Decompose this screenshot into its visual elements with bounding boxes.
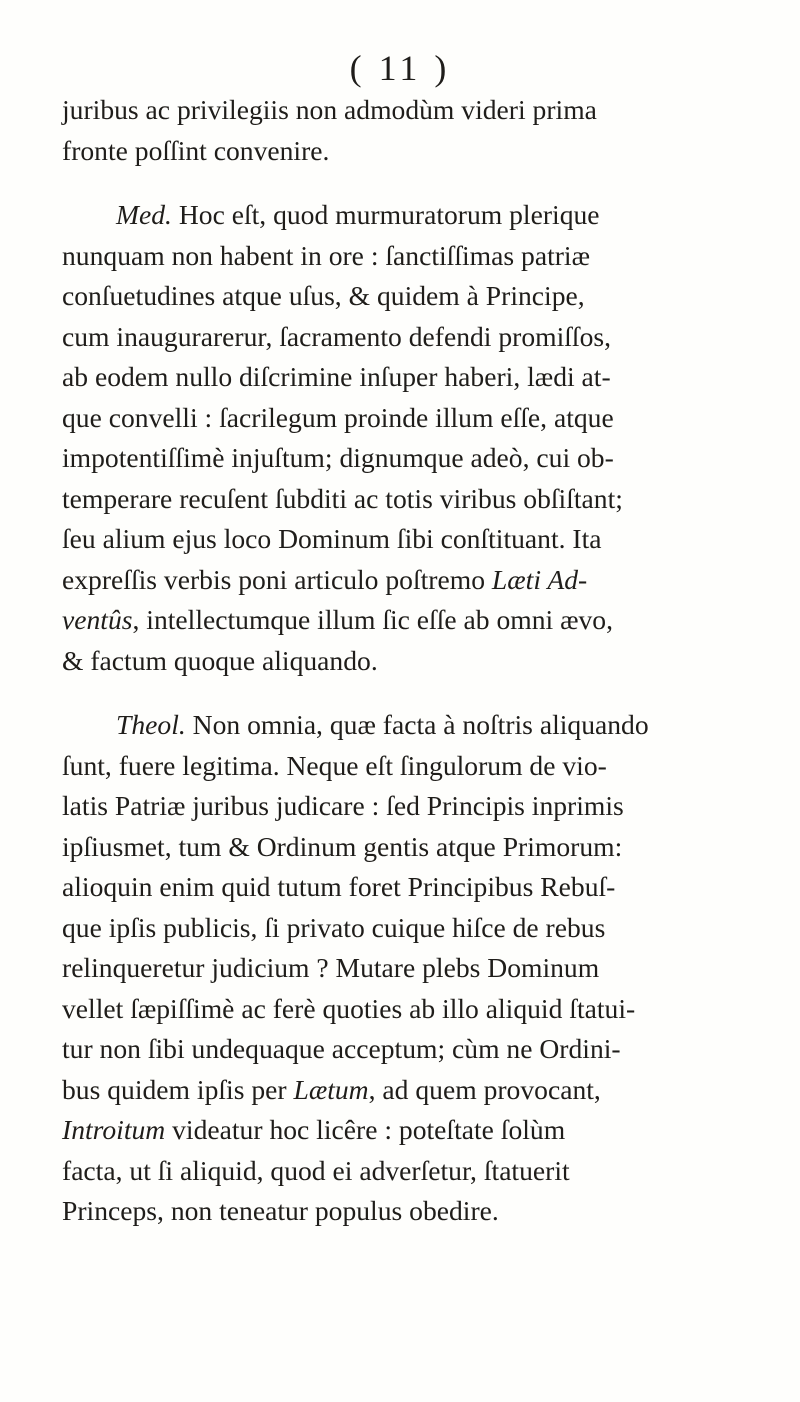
speaker-label-med: Med. [116, 199, 172, 230]
text-line: que ipſis publicis, ſi privato cuique hiſce de rebus [62, 911, 606, 943]
text-line: ventûs, intellectumque illum ſic eſſe ab omni ævo, [62, 604, 613, 635]
text-line: alioquin enim quid tutum foret Principibus Rebuſ- [62, 871, 616, 902]
text-line: bus quidem ipſis per Lætum, ad quem provocant, [62, 1073, 601, 1105]
paragraph-gap [62, 171, 748, 195]
text-line: & factum quoque aliquando. [62, 644, 378, 676]
text-line: temperare recuſent ſubditi ac totis viribus obſiſtant; [62, 482, 623, 514]
text-line: ſunt, fuere legitima. Neque eſt ſingulorum de vio- [62, 749, 607, 781]
text-line: cum inaugurarerur, ſacramento defendi promiſſos, [62, 320, 612, 352]
text-line: Princeps, non teneatur populus obedire. [62, 1195, 499, 1226]
text-line: expreſſis verbis poni articulo poſtremo Læti Ad- [62, 563, 588, 595]
text-line: nunquam non habent in ore : ſanctiſſimas patriæ [62, 239, 590, 271]
italic-term: ventûs [62, 604, 133, 635]
text-line: latis Patriæ juribus judicare : ſed Principis inprimis [62, 790, 624, 821]
text-line: ſeu alium ejus loco Dominum ſibi conſtituant. Ita [62, 523, 602, 554]
text-line: Med. Hoc eſt, quod murmuratorum plerique [116, 199, 600, 230]
text-line: juribus ac privilegiis non admodùm videri prima [62, 94, 597, 125]
text-line: Introitum videatur hoc licêre : poteſtate ſolùm [62, 1114, 566, 1145]
text-line: relinqueretur judicium ? Mutare plebs Dominum [62, 952, 600, 983]
page-number: ( 11 ) [349, 48, 451, 88]
italic-term: Lætum [293, 1073, 369, 1105]
text-line: impotentiſſimè injuſtum; dignumque adeò, cui ob- [62, 442, 614, 473]
text-line: tur non ſibi undequaque acceptum; cùm ne Ordini- [62, 1033, 621, 1064]
italic-term: Læti Ad- [491, 563, 588, 595]
body-text [62, 90, 748, 1232]
text-line: conſuetudines atque uſus, & quidem à Principe, [62, 280, 585, 311]
italic-term: Introitum [62, 1114, 166, 1145]
text-line: Theol. Non omnia, quæ facta à noſtris aliquando [116, 709, 649, 740]
paragraph-gap [62, 681, 748, 705]
text-line: que convelli : ſacrilegum proinde illum eſſe, atque [62, 401, 614, 433]
text-line: ab eodem nullo diſcrimine inſuper haberi, lædi at- [62, 361, 611, 392]
speaker-label-theol: Theol. [116, 709, 186, 740]
text-line: ipſiusmet, tum & Ordinum gentis atque Primorum: [62, 830, 623, 862]
text-line: fronte poſſint convenire. [62, 134, 330, 166]
text-line: vellet ſæpiſſimè ac ferè quoties ab illo aliquid ſtatui- [62, 992, 636, 1024]
text-line: facta, ut ſi aliquid, quod ei adverſetur, ſtatuerit [62, 1154, 570, 1186]
